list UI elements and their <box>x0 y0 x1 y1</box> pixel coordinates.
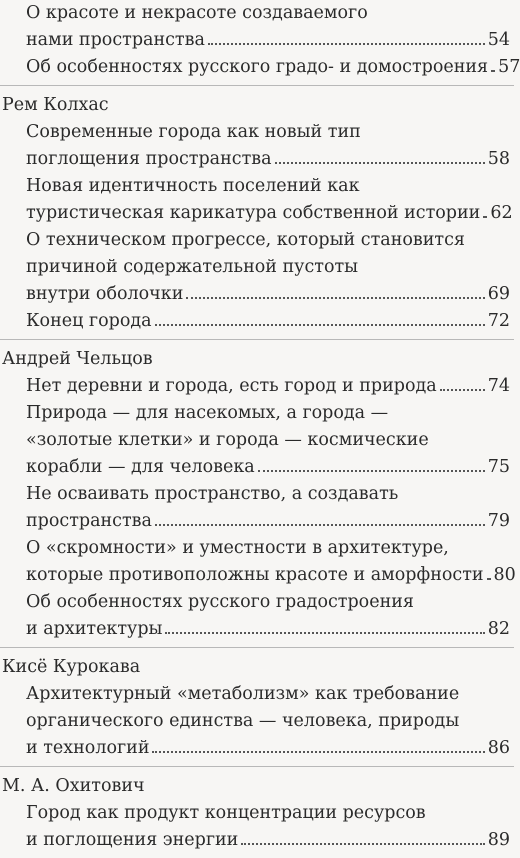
toc-section <box>0 647 514 766</box>
entry-title-line: Нет деревни и города, есть город и природа <box>26 376 437 396</box>
entry-title-line: О красоте и некрасоте создаваемого <box>26 3 368 23</box>
entry-title-line: корабли — для человека <box>26 457 255 477</box>
entry-title-line: Современные города как новый тип <box>26 122 361 142</box>
page-number: 75 <box>487 457 510 477</box>
toc-section <box>0 339 514 647</box>
entry-title-line: Природа — для насекомых, а города — <box>26 403 389 423</box>
entry-last-line <box>26 454 510 481</box>
page-number: 89 <box>487 830 510 850</box>
page-number: 79 <box>487 511 510 531</box>
author-name: Рем Колхас <box>2 95 109 115</box>
page-number: 80 <box>493 565 516 585</box>
entry-last-line <box>26 827 510 854</box>
page-number: 74 <box>487 376 510 396</box>
toc-entry[interactable] <box>0 800 514 854</box>
entry-title-line: О «скромности» и уместности в архитектуре, <box>26 538 449 558</box>
entry-title-line: Конец города <box>26 311 152 331</box>
entry-last-line <box>26 54 520 81</box>
entry-title-line: нами пространства <box>26 30 205 50</box>
entry-title-line: Не осваивать пространство, а создавать <box>26 484 399 504</box>
entry-last-line <box>26 373 510 400</box>
entry-title-line: органического единства — человека, природы <box>26 711 460 731</box>
entry-title-line: поглощения пространства <box>26 149 272 169</box>
dot-leader <box>155 524 485 526</box>
page-number: 69 <box>487 284 510 304</box>
entry-last-line <box>26 308 510 335</box>
entry-title-line: О техническом прогрессе, который становится <box>26 230 465 250</box>
entry-last-line <box>26 562 516 589</box>
page-number: 62 <box>490 203 513 223</box>
entry-title-line: пространства <box>26 511 152 531</box>
toc-entry[interactable] <box>0 227 514 308</box>
dot-leader <box>155 324 485 326</box>
entry-title-line: и архитектуры <box>26 619 163 639</box>
dot-leader <box>483 216 487 218</box>
toc-entry[interactable] <box>0 0 514 54</box>
dot-leader <box>241 843 484 845</box>
entry-last-line <box>26 146 510 173</box>
toc-section <box>0 85 514 339</box>
dot-leader <box>275 162 485 164</box>
entry-title-line: Архитектурный «метаболизм» как требование <box>26 684 460 704</box>
page-number: 86 <box>487 738 510 758</box>
page-number: 58 <box>487 149 510 169</box>
toc-entry[interactable] <box>0 400 514 481</box>
toc-entry[interactable] <box>0 681 514 762</box>
entry-last-line <box>26 735 510 762</box>
entry-title-line: и технологий <box>26 738 150 758</box>
entry-title-line: которые противоположны красоте и аморфности <box>26 565 484 585</box>
dot-leader <box>440 389 485 391</box>
author-name: Андрей Чельцов <box>2 349 153 369</box>
author-name: М. А. Охитович <box>2 776 145 796</box>
toc-entry[interactable] <box>0 589 514 643</box>
dot-leader <box>487 578 491 580</box>
page-number: 72 <box>487 311 510 331</box>
dot-leader <box>186 297 484 299</box>
entry-last-line <box>26 616 510 643</box>
dot-leader <box>152 751 484 753</box>
toc-entry[interactable] <box>0 481 514 535</box>
entry-title-line: и поглощения энергии <box>26 830 239 850</box>
author-name: Кисё Курокава <box>2 657 141 677</box>
entry-last-line <box>26 200 513 227</box>
page-number: 82 <box>487 619 510 639</box>
entry-title-line: Новая идентичность поселений как <box>26 176 360 196</box>
toc-section <box>0 0 520 85</box>
entry-title-line: Об особенностях русского градостроения <box>26 592 414 612</box>
dot-leader <box>491 70 495 72</box>
toc-entry[interactable] <box>0 373 514 400</box>
page-number: 57 <box>498 57 520 77</box>
dot-leader <box>258 470 485 472</box>
toc-entry[interactable] <box>0 173 514 227</box>
entry-last-line <box>26 281 510 308</box>
toc-entry[interactable] <box>0 535 514 589</box>
entry-last-line <box>26 508 510 535</box>
toc-section <box>0 766 514 858</box>
entry-title-line: внутри оболочки <box>26 284 184 304</box>
dot-leader <box>208 43 485 45</box>
entry-title-line: причиной содержательной пустоты <box>26 257 359 277</box>
entry-last-line <box>26 27 510 54</box>
toc-entry[interactable] <box>0 308 514 335</box>
page-number: 54 <box>487 30 510 50</box>
dot-leader <box>165 632 484 634</box>
toc-entry[interactable] <box>0 54 520 81</box>
entry-title-line: Об особенностях русского градо- и домостроения <box>26 57 489 77</box>
entry-title-line: «золотые клетки» и города — космические <box>26 430 429 450</box>
entry-title-line: туристическая карикатура собственной истории <box>26 203 481 223</box>
entry-title-line: Город как продукт концентрации ресурсов <box>26 803 426 823</box>
toc-entry[interactable] <box>0 119 514 173</box>
